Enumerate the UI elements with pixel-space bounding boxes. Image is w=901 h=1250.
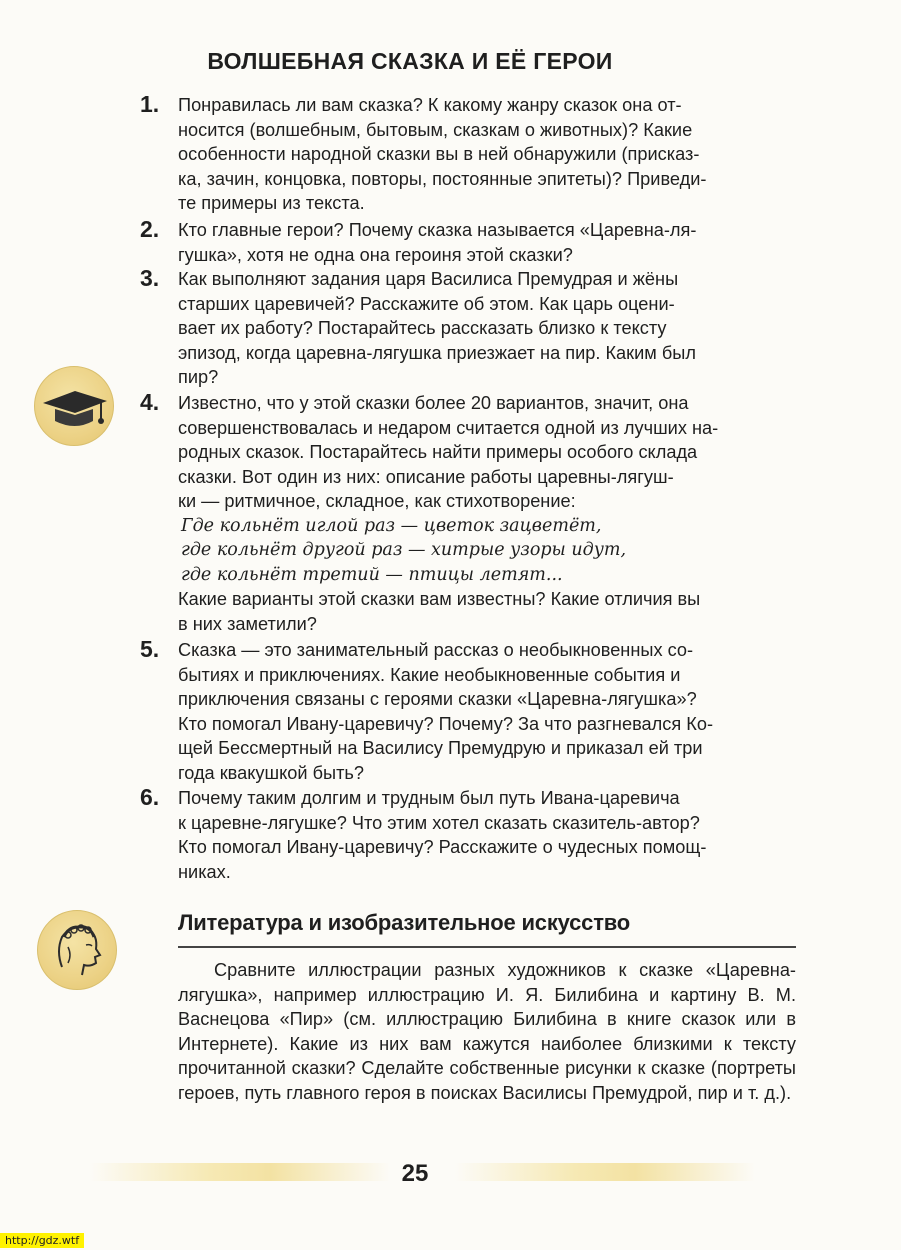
text-line: эпизод, когда царевна-лягушка приезжает на пир. Каким был xyxy=(178,342,696,363)
poem-line: где кольнёт третий — птицы летят... xyxy=(181,564,563,585)
text-line: сказки. Вот один из них: описание работы царевны-лягуш- xyxy=(178,466,674,487)
text-line: особенности народной сказки вы в ней обнаружили (присказ- xyxy=(178,144,700,164)
question-number: 1. xyxy=(140,91,160,117)
text-line: Кто помогал Ивану-царевичу? Почему? За что разгневался Ко- xyxy=(178,713,714,734)
text-line: Известно, что у этой сказки более 20 вариантов, значит, она xyxy=(178,393,689,413)
text-line: носится (волшебным, бытовым, сказкам о животных)? Какие xyxy=(178,119,693,140)
text-line: в них заметили? xyxy=(178,613,317,634)
question-number: 5. xyxy=(140,636,160,662)
question-text xyxy=(178,93,800,216)
poem-line: Где кольнёт иглой раз — цветок зацветёт, xyxy=(181,515,602,536)
text-line: родных сказок. Постарайтесь найти примеры особого склада xyxy=(178,442,698,462)
question-text xyxy=(178,218,800,267)
question-number: 2. xyxy=(140,216,160,242)
text-line: пир? xyxy=(178,367,219,387)
section-title: Литература и изобразительное искусство xyxy=(178,910,631,935)
question-number: 4. xyxy=(140,389,160,415)
page-title: ВОЛШЕБНАЯ СКАЗКА И ЕЁ ГЕРОИ xyxy=(207,48,613,74)
question-5 xyxy=(140,638,800,785)
text-line: Как выполняют задания царя Василиса Премудрая и жёны xyxy=(178,269,679,289)
greek-head-icon xyxy=(37,910,117,990)
graduation-cap-icon xyxy=(34,366,114,446)
question-1 xyxy=(140,93,800,216)
question-number: 3. xyxy=(140,265,160,291)
text-line: совершенствовалась и недаром считается одной из лучших на- xyxy=(178,417,719,438)
question-4 xyxy=(140,391,800,636)
question-text xyxy=(178,638,800,785)
poem-line: где кольнёт другой раз — хитрые узоры идут, xyxy=(181,540,627,560)
text-line: бытиях и приключениях. Какие необыкновенные события и xyxy=(178,664,681,685)
text-line: Какие варианты этой сказки вам известны? Какие отличия вы xyxy=(178,589,701,609)
text-line: ки — ритмичное, складное, как стихотворение: xyxy=(178,491,576,511)
text-line: года квакушкой быть? xyxy=(178,762,365,783)
text-line: щей Бессмертный на Василису Премудрую и приказал ей три xyxy=(178,738,703,758)
question-text xyxy=(178,391,800,636)
watermark-link[interactable]: http://gdz.wtf xyxy=(0,1233,84,1248)
question-number: 6. xyxy=(140,784,160,810)
text-line: те примеры из текста. xyxy=(178,193,365,213)
section-paragraph: Сравните иллюстрации разных художников к сказке «Царевна-лягушка», например иллюстрацию И. Я. Билибина и картину В. М. Васнецова «Пир» (см. иллюстрацию Билибина в книге сказок или в Интернете). Какие из них вам кажутся наиболее близкими к тексту прочитанной сказки? Сделайте собственные рисунки к сказке (портреты героев, путь главного героя в поисках Василисы Премудрой, пир и т. д.). xyxy=(178,960,796,1103)
section-divider xyxy=(178,946,796,948)
text-line: Понравилась ли вам сказка? К какому жанру сказок она от- xyxy=(178,95,682,115)
text-line: вает их работу? Постарайтесь рассказать близко к тексту xyxy=(178,318,667,338)
question-text xyxy=(178,267,800,390)
text-line: Кто главные герои? Почему сказка называется «Царевна-ля- xyxy=(178,220,697,240)
text-line: Кто помогал Ивану-царевичу? Расскажите о чудесных помощ- xyxy=(178,837,707,857)
question-6 xyxy=(140,786,800,884)
text-line: гушка», хотя не одна она героиня этой сказки? xyxy=(178,244,573,265)
poem-quote xyxy=(178,514,800,588)
question-text xyxy=(178,786,800,884)
text-line: к царевне-лягушке? Что этим хотел сказать сказитель-автор? xyxy=(178,812,700,833)
question-2 xyxy=(140,218,800,267)
text-line: приключения связаны с героями сказки «Царевна-лягушка»? xyxy=(178,689,697,709)
page-number: 25 xyxy=(401,1160,429,1187)
text-line: Сказка — это занимательный рассказ о необыкновенных со- xyxy=(178,640,694,660)
text-line: Почему таким долгим и трудным был путь Ивана-царевича xyxy=(178,788,680,808)
text-line: никах. xyxy=(178,861,231,882)
question-3 xyxy=(140,267,800,390)
text-line: ка, зачин, концовка, повторы, постоянные эпитеты)? Приведи- xyxy=(178,168,707,189)
text-line: старших царевичей? Расскажите об этом. Как царь оцени- xyxy=(178,293,675,314)
